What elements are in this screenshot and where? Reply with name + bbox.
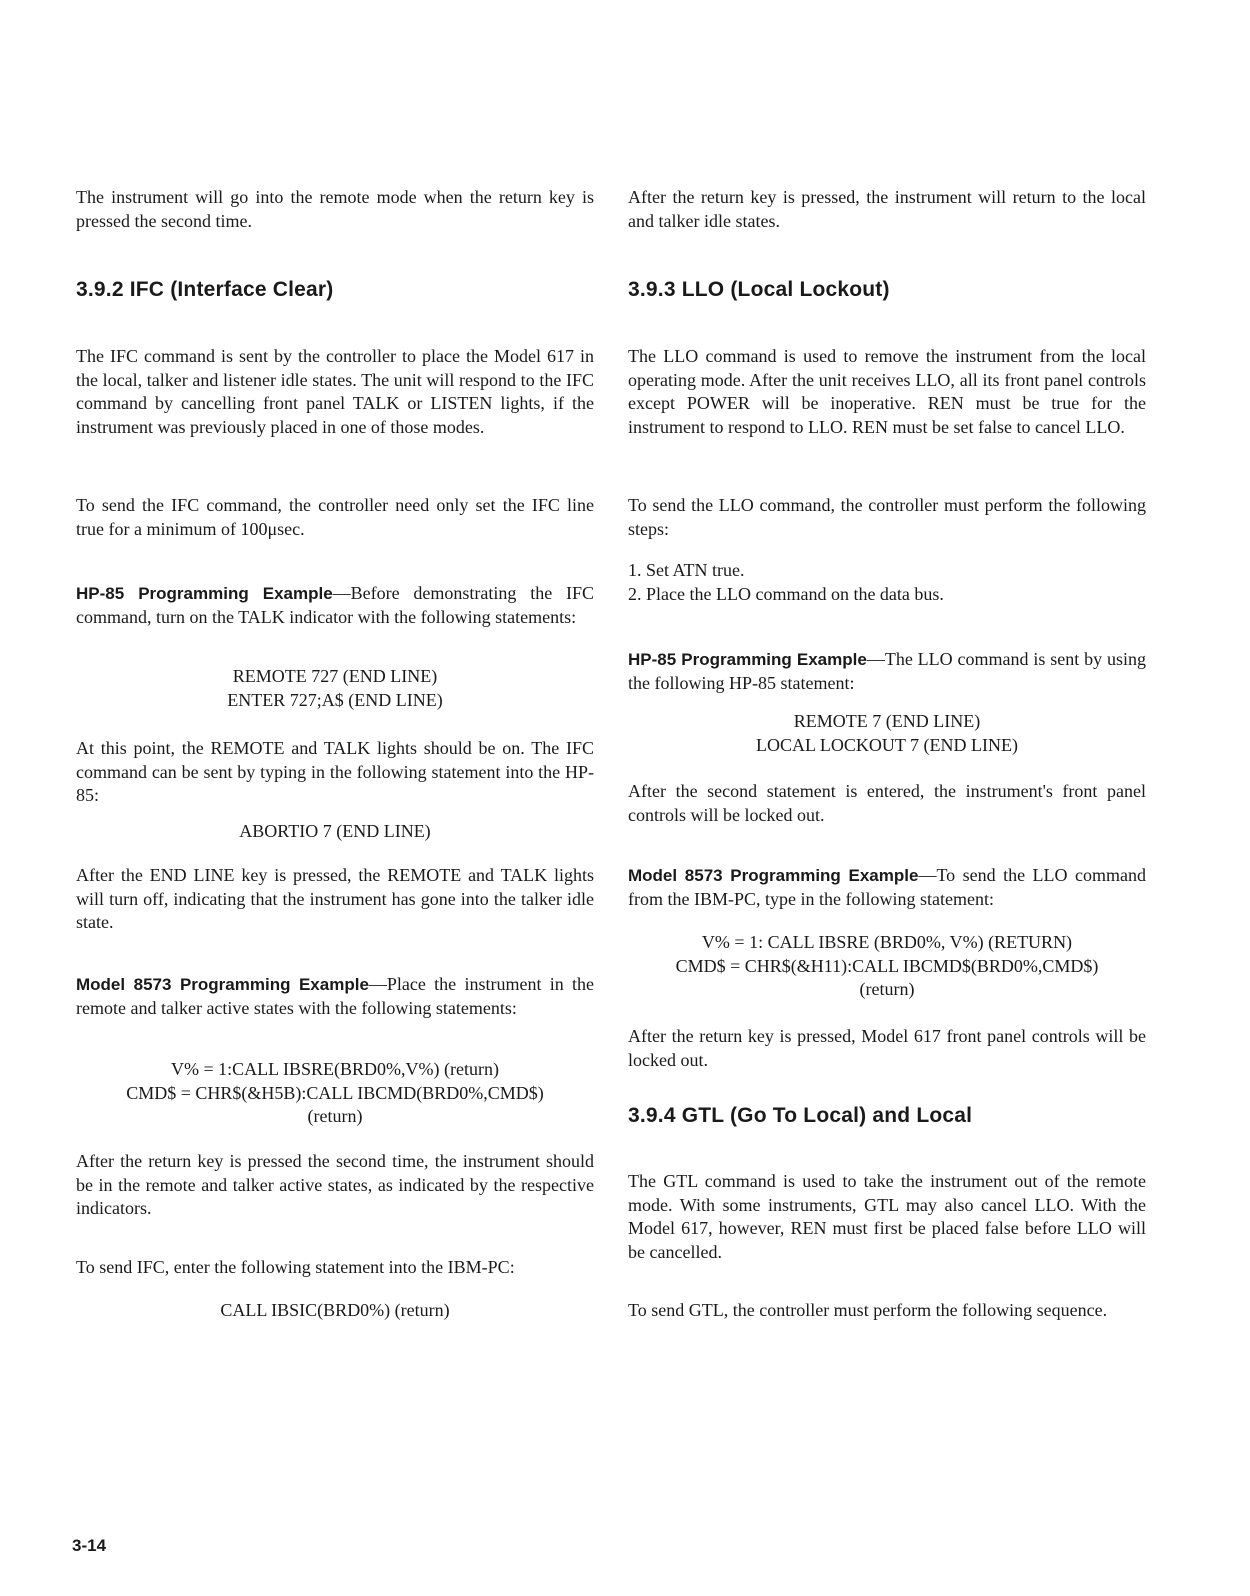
hp85-llo-code bbox=[628, 710, 1146, 757]
hp85-llo-lead: HP-85 Programming Example bbox=[628, 650, 867, 669]
code-line: CMD$ = CHR$(&H11):CALL IBCMD$(BRD0%,CMD$) bbox=[675, 955, 1099, 976]
model8573-ifc-code bbox=[76, 1058, 594, 1129]
hp85-llo-paragraph bbox=[628, 648, 1146, 695]
model8573-ifc-lead: Model 8573 Programming Example bbox=[76, 975, 369, 994]
gtl-description-paragraph: The GTL command is used to take the instrument out of the remote mode. With some instruments, GTL may also cancel LLO. With the Model 617, however, REN must first be placed false before LLO will be cancelled. bbox=[628, 1171, 1146, 1262]
gtl-send-paragraph: To send GTL, the controller must perform the following sequence. bbox=[628, 1300, 1108, 1320]
model8573-llo-paragraph bbox=[628, 864, 1146, 911]
model8573-llo-lead: Model 8573 Programming Example bbox=[628, 866, 919, 885]
model8573-llo-code bbox=[628, 931, 1146, 1002]
ifc-description-paragraph: The IFC command is sent by the controller to place the Model 617 in the local, talker and listener idle states. The unit will respond to the IFC command by cancelling front panel TALK or LISTEN lights, if the instrument was previously placed in one of those modes. bbox=[76, 346, 594, 437]
hp85-ifc-code bbox=[76, 665, 594, 712]
code-line: REMOTE 727 (END LINE) bbox=[232, 666, 438, 686]
after-return-ifc-paragraph: After the return key is pressed the second time, the instrument should be in the remote and talker active states, as indicated by the respective indicators. bbox=[76, 1151, 594, 1218]
list-item: 1. Set ATN true. bbox=[628, 560, 745, 580]
hp85-ifc-text: —Before demonstrating the IFC command, turn on the TALK indicator with the following statements: bbox=[76, 583, 594, 627]
at-this-point-paragraph: At this point, the REMOTE and TALK lights should be on. The IFC command can be sent by typing in the following statement into the HP-85: bbox=[76, 738, 594, 805]
hp85-ifc-lead: HP-85 Programming Example bbox=[76, 584, 333, 603]
after-end-line-paragraph: After the END LINE key is pressed, the REMOTE and TALK lights will turn off, indicating that the instrument has gone into the talker idle state. bbox=[76, 865, 594, 932]
code-line: (return) bbox=[307, 1106, 363, 1126]
list-item: 2. Place the LLO command on the data bus. bbox=[628, 584, 944, 604]
llo-description-paragraph: The LLO command is used to remove the instrument from the local operating mode. After the unit receives LLO, all its front panel controls except POWER will be inoperative. REN must be true for the instrument to respond to LLO. REN must be set false to cancel LLO. bbox=[628, 346, 1146, 437]
heading-llo: 3.9.3 LLO (Local Lockout) bbox=[628, 278, 890, 301]
model8573-ifc-text: —Place the instrument in the remote and talker active states with the following statements: bbox=[76, 974, 595, 1018]
code-line: ABORTIO 7 (END LINE) bbox=[239, 821, 431, 841]
model8573-llo-text: —To send the LLO command from the IBM-PC, type in the following statement: bbox=[628, 865, 1146, 909]
model8573-ifc-paragraph bbox=[76, 973, 594, 1020]
heading-gtl: 3.9.4 GTL (Go To Local) and Local bbox=[628, 1104, 973, 1127]
llo-send-paragraph: To send the LLO command, the controller must perform the following steps: bbox=[628, 495, 1146, 539]
abortio-code bbox=[76, 820, 594, 844]
page-number: 3-14 bbox=[72, 1536, 107, 1555]
left-intro-paragraph: The instrument will go into the remote mode when the return key is pressed the second time. bbox=[76, 187, 594, 231]
code-line: CMD$ = CHR$(&H5B):CALL IBCMD(BRD0%,CMD$) bbox=[126, 1082, 544, 1103]
hp85-llo-text: —The LLO command is sent by using the following HP-85 statement: bbox=[628, 649, 1147, 693]
ifc-send-paragraph: To send the IFC command, the controller need only set the IFC line true for a minimum of 100μsec. bbox=[76, 495, 594, 539]
code-line: LOCAL LOCKOUT 7 (END LINE) bbox=[756, 734, 1018, 755]
code-line: ENTER 727;A$ (END LINE) bbox=[227, 689, 443, 710]
heading-ifc: 3.9.2 IFC (Interface Clear) bbox=[76, 278, 334, 301]
code-line: REMOTE 7 (END LINE) bbox=[793, 711, 981, 731]
hp85-ifc-paragraph bbox=[76, 582, 594, 629]
right-column bbox=[628, 0, 1146, 1596]
ibsic-code bbox=[76, 1299, 594, 1323]
code-line: (return) bbox=[859, 979, 915, 999]
send-ifc-paragraph: To send IFC, enter the following statement into the IBM-PC: bbox=[76, 1257, 515, 1277]
code-line: V% = 1: CALL IBSRE (BRD0%, V%) (RETURN) bbox=[701, 932, 1073, 952]
after-second-statement-paragraph: After the second statement is entered, the instrument's front panel controls will be locked out. bbox=[628, 781, 1146, 825]
right-intro-paragraph: After the return key is pressed, the instrument will return to the local and talker idle states. bbox=[628, 187, 1146, 231]
left-column bbox=[76, 0, 594, 1596]
llo-steps-list bbox=[628, 558, 1146, 606]
after-return-llo-paragraph: After the return key is pressed, Model 617 front panel controls will be locked out. bbox=[628, 1026, 1146, 1070]
code-line: V% = 1:CALL IBSRE(BRD0%,V%) (return) bbox=[171, 1059, 499, 1079]
code-line: CALL IBSIC(BRD0%) (return) bbox=[220, 1300, 450, 1320]
